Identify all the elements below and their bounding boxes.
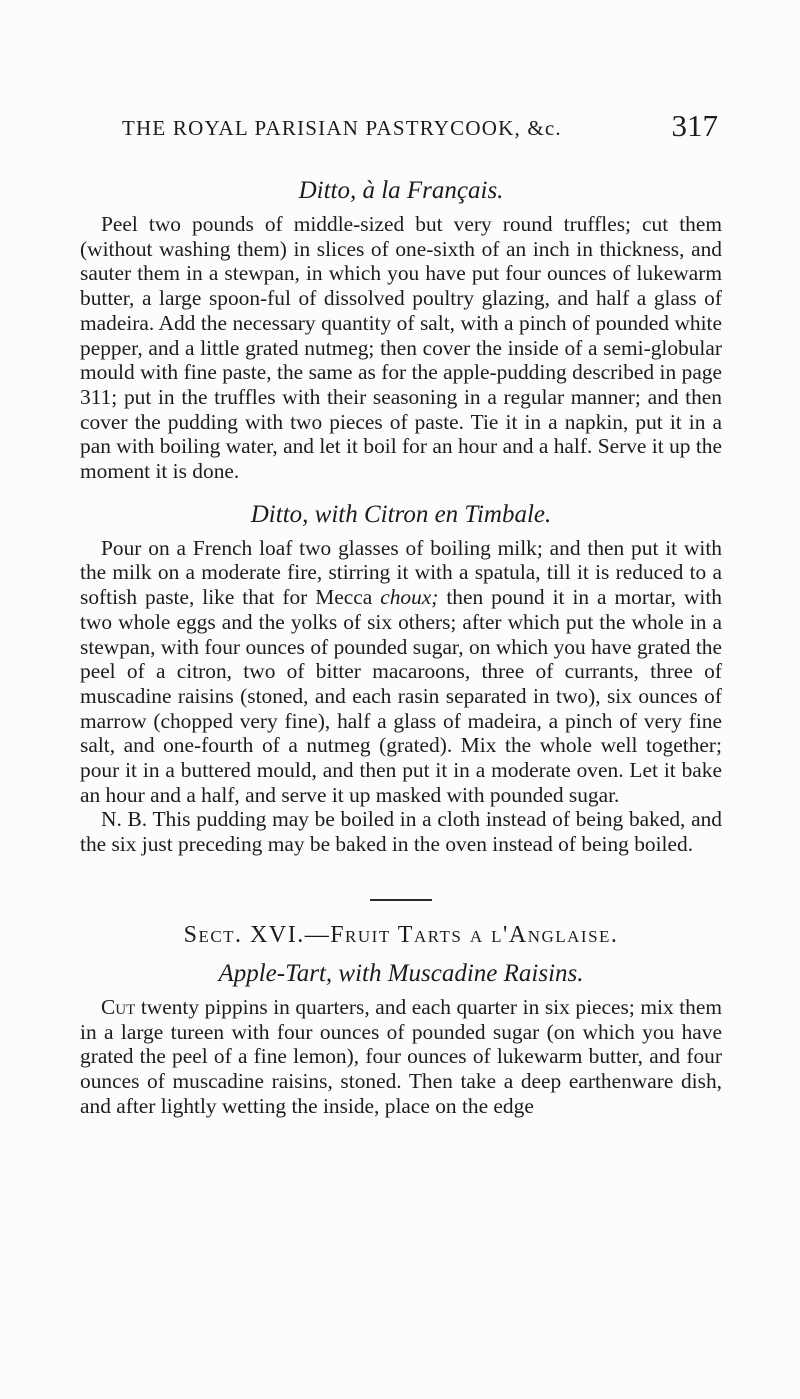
- recipe-paragraph-truffle-pudding: Peel two pounds of middle-sized but very round truffles; cut them (without washing them) in slices of one-sixth of an inch in thickness, and sauter them in a stewpan, in which you have put four ounces of lukewarm butter, a large spoon-ful of dissolved poultry glazing, and half a glass of madeira. Add the necessary quantity of salt, with a pinch of pounded white pepper, and a little grated nutmeg; then cover the inside of a semi-globular mould with fine paste, the same as for the apple-pudding described in page 311; put in the truffles with their seasoning in a regular manner; and then cover the pudding with two pieces of paste. Tie it in a napkin, put it in a pan with boiling water, and let it boil for an hour and a half. Serve it up the moment it is done.: [80, 212, 722, 484]
- paragraph-text: Pour on a French loaf two glasses of boiling milk; and then put it with the milk on a moderate fire, stirring it with a spatula, till it is reduced to a softish paste, like that for Mecca: [80, 535, 722, 610]
- body-text: [80, 174, 722, 1118]
- section-heading: Sect. XVI.—Fruit Tarts a l'Anglaise.: [183, 921, 619, 948]
- recipe-paragraph-citron-timbale: [80, 536, 722, 808]
- paragraph-text: then pound it in a mortar, with two whole eggs and the yolks of six others; after which put the whole in a stewpan, with four ounces of pounded sugar, on which you have grated the peel of a citron, two of bitter macaroons, three of currants, three of muscadine raisins (stoned, and each rasin separated in two), six ounces of marrow (chopped very fine), half a glass of madeira, a pinch of very fine salt, and one-fourth of a nutmeg (grated). Mix the whole well together; pour it in a buttered mould, and then put it in a moderate oven. Let it bake an hour and a half, and serve it up masked with pounded sugar.: [80, 585, 722, 807]
- recipe-title-citron-timbale: Ditto, with Citron en Timbale.: [250, 500, 552, 528]
- running-head: [122, 108, 718, 148]
- section-divider: [370, 899, 432, 901]
- nota-bene-note: N. B. This pudding may be boiled in a cloth instead of being baked, and the six just preceding may be baked in the oven instead of being boiled.: [80, 807, 722, 857]
- italic-term-choux: choux;: [380, 585, 439, 610]
- recipe-title-truffle-pudding: Ditto, à la Français.: [298, 177, 504, 204]
- first-word: Cut: [101, 994, 136, 1019]
- paragraph-text: twenty pippins in quarters, and each quarter in six pieces; mix them in a large tureen with four ounces of pounded sugar (on which you have grated the peel of a fine lemon), four ounces of lukewarm butter, and four ounces of muscadine raisins, stoned. Then take a deep earthenware dish, and after lightly wetting the inside, place on the edge: [80, 994, 722, 1118]
- recipe-paragraph-apple-tart: [80, 995, 722, 1119]
- page-number: 317: [671, 108, 718, 143]
- recipe-title-apple-tart: Apple-Tart, with Muscadine Raisins.: [218, 959, 584, 987]
- running-title: THE ROYAL PARISIAN PASTRYCOOK, &c.: [122, 116, 562, 140]
